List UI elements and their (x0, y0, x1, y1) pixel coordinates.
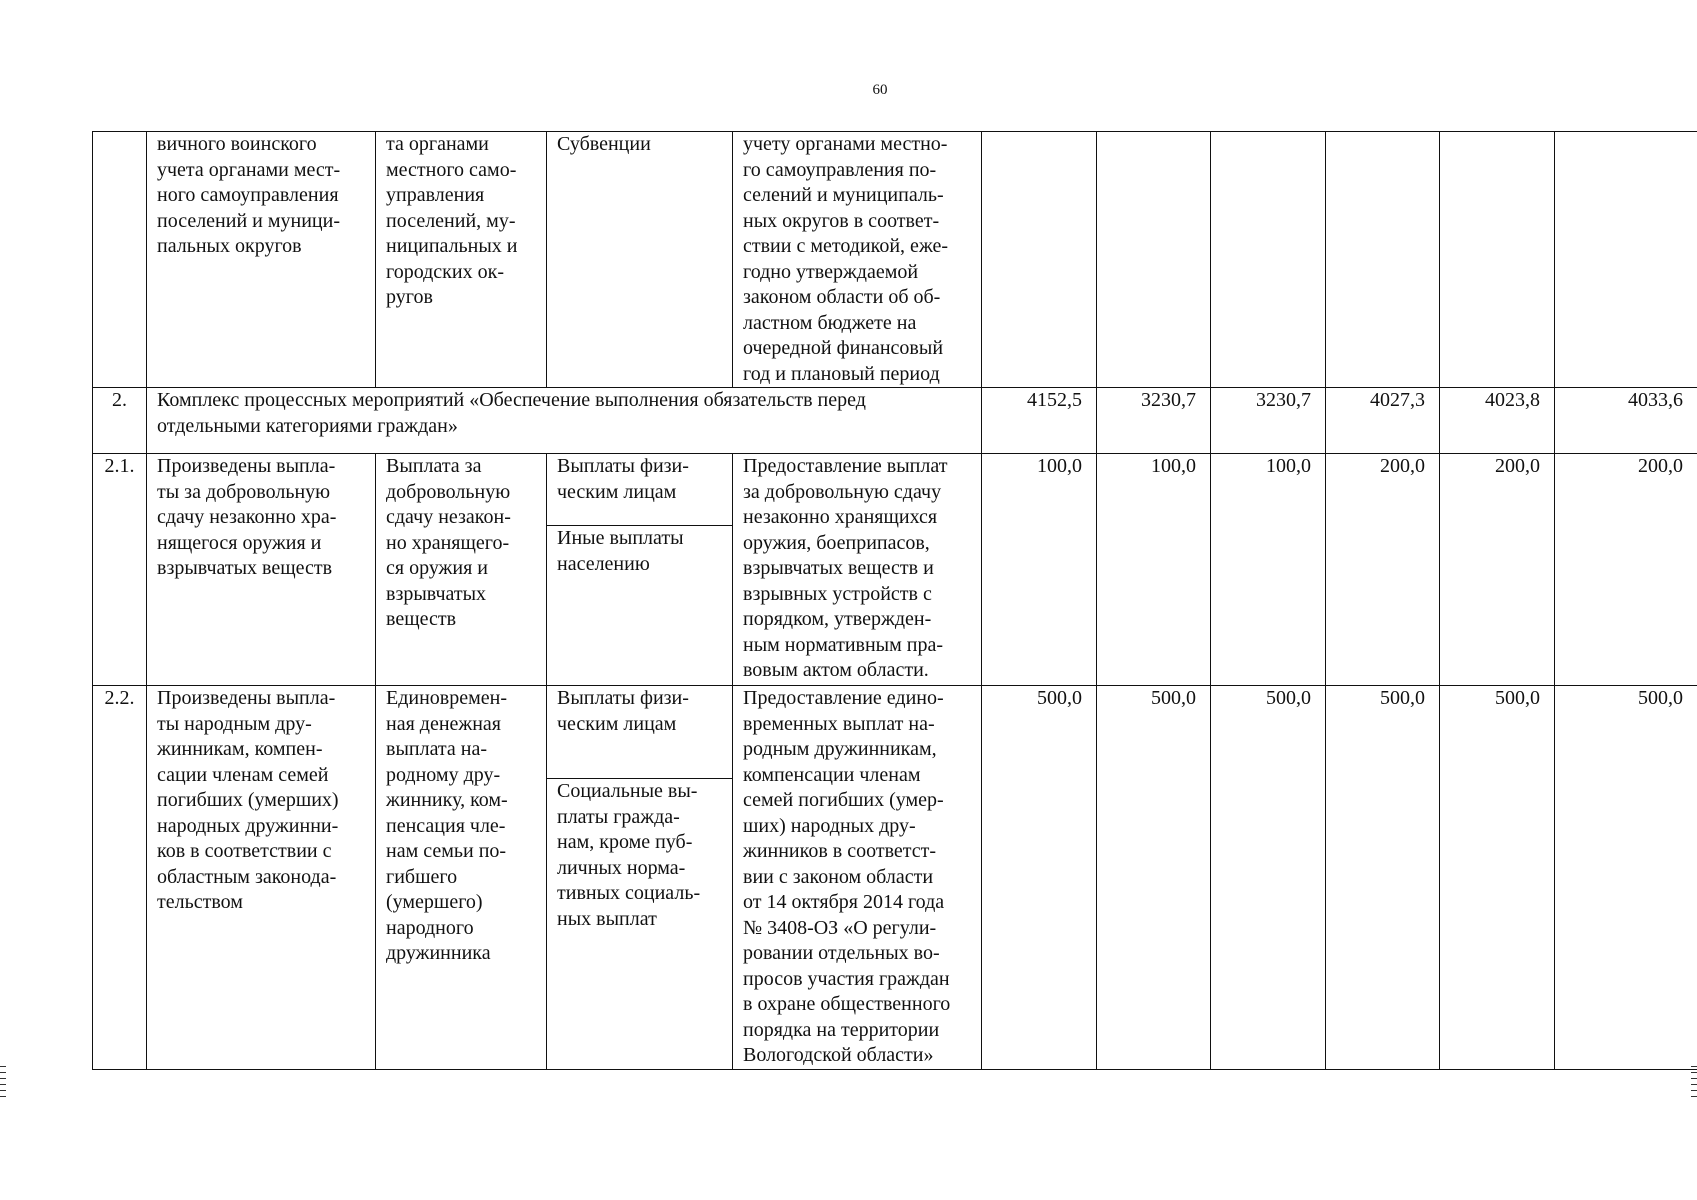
value-cell (1326, 132, 1440, 388)
event-cell: Выплата за добровольную сдачу незакон- но хранящего- ся оружия и взрывчатых веществ (376, 454, 547, 686)
value-cell: 4027,3 (1326, 388, 1440, 454)
result-cell: Произведены выпла- ты за добровольную сдачу незаконно хра- нящегося оружия и взрывчатых веществ (147, 454, 376, 686)
expense-type-cell (547, 686, 733, 1070)
value-cell: 500,0 (1326, 686, 1440, 1070)
row-number: 2.1. (93, 454, 147, 686)
value-cell: 4152,5 (982, 388, 1097, 454)
measures-table (92, 131, 1697, 1070)
value-cell: 200,0 (1440, 454, 1555, 686)
value-cell: 200,0 (1555, 454, 1697, 686)
value-cell: 500,0 (1097, 686, 1211, 1070)
expense-type-bottom: Социальные вы- платы гражда- нам, кроме пуб- личных норма- тивных социаль- ных выплат (547, 778, 732, 932)
table-row-2 (93, 388, 1697, 454)
table-row-2-2 (93, 686, 1697, 1070)
value-cell: 500,0 (982, 686, 1097, 1070)
scan-edge-marks-right (1691, 1066, 1697, 1102)
value-cell (1555, 132, 1697, 388)
value-cell: 100,0 (1097, 454, 1211, 686)
scan-edge-marks-left (0, 1066, 6, 1102)
value-cell (982, 132, 1097, 388)
value-cell: 4033,6 (1555, 388, 1697, 454)
expense-type-top: Выплаты физи- ческим лицам (557, 455, 689, 503)
value-cell: 100,0 (982, 454, 1097, 686)
value-cell (1211, 132, 1326, 388)
complex-title-cell: Комплекс процессных мероприятий «Обеспечение выполнения обязательств перед отдельными категориями граждан» (147, 388, 982, 454)
expense-type-cell: Субвенции (547, 132, 733, 388)
result-cell: Произведены выпла- ты народным дру- жинникам, компен- сации членам семей погибших (умерших) народных дружинни- ков в соответствии с областным законода- тельством (147, 686, 376, 1070)
row-number: 2. (93, 388, 147, 454)
page-number: 60 (872, 82, 888, 98)
value-cell: 100,0 (1211, 454, 1326, 686)
value-cell (1440, 132, 1555, 388)
result-cell: вичного воинского учета органами мест- ного самоуправления поселений и муници- пальных округов (147, 132, 376, 388)
table-row-continuation (93, 132, 1697, 388)
value-cell (1097, 132, 1211, 388)
table-row-2-1 (93, 454, 1697, 686)
value-cell: 500,0 (1440, 686, 1555, 1070)
description-cell: Предоставление выплат за добровольную сдачу незаконно хранящихся оружия, боеприпасов, взрывчатых веществ и взрывных устройств с порядком, утвержден- ным нормативным пра- вовым актом области. (733, 454, 982, 686)
value-cell: 3230,7 (1211, 388, 1326, 454)
value-cell: 3230,7 (1097, 388, 1211, 454)
expense-type-cell (547, 454, 733, 686)
value-cell: 4023,8 (1440, 388, 1555, 454)
row-number (93, 132, 147, 388)
value-cell: 200,0 (1326, 454, 1440, 686)
expense-type-bottom: Иные выплаты населению (547, 525, 732, 577)
event-cell: Единовремен- ная денежная выплата на- родному дру- жиннику, ком- пенсация чле- нам семьи по- гибшего (умершего) народного дружинника (376, 686, 547, 1070)
value-cell: 500,0 (1211, 686, 1326, 1070)
description-cell: учету органами местно- го самоуправления по- селений и муниципаль- ных округов в соответ- ствии с методикой, еже- годно утверждаемой законом области об об- ластном бюджете на очередной финансовый год и плановый период (733, 132, 982, 388)
event-cell: та органами местного само- управления поселений, му- ниципальных и городских ок- ругов (376, 132, 547, 388)
value-cell: 500,0 (1555, 686, 1697, 1070)
description-cell: Предоставление едино- временных выплат на- родным дружинникам, компенсации членам семей погибших (умер- ших) народных дру- жинников в соответст- вии с законом области от 14 октября 2014 года № 3408-ОЗ «О регули- ровании отдельных во- просов участия граждан в охране общественного порядка на территории Вологодской области» (733, 686, 982, 1070)
row-number: 2.2. (93, 686, 147, 1070)
expense-type-top: Выплаты физи- ческим лицам (557, 687, 689, 735)
